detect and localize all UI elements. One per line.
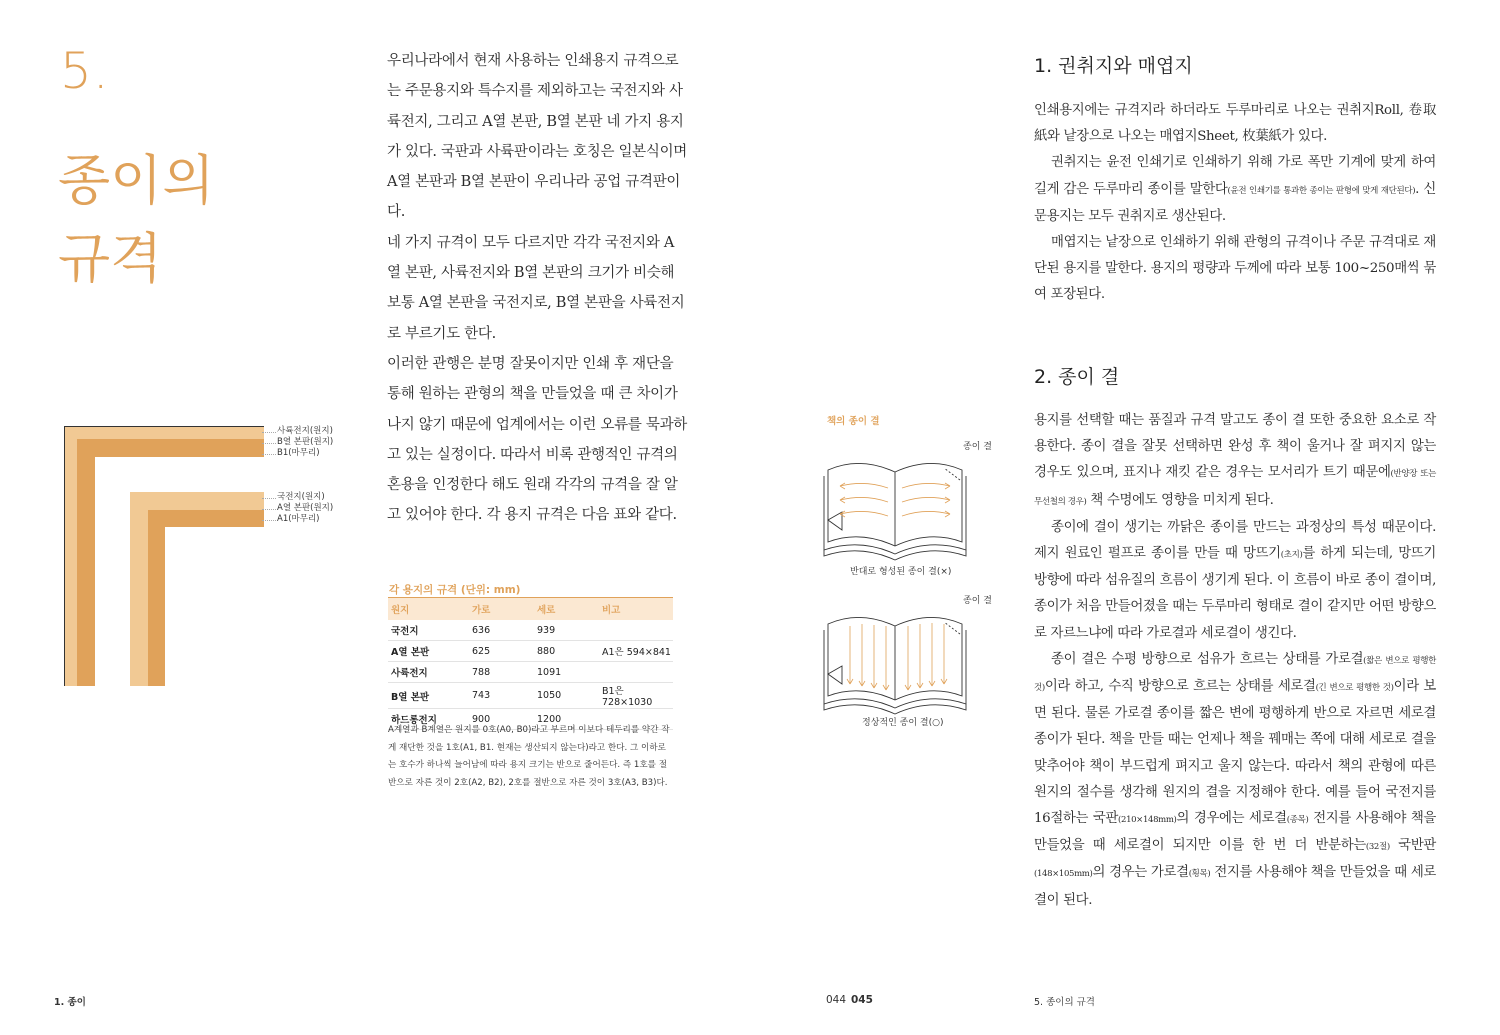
table-cell: 900 bbox=[469, 709, 534, 730]
leader-line bbox=[262, 509, 276, 510]
table-title: 각 용지의 규격 (단위: mm) bbox=[389, 584, 521, 596]
table-cell: 636 bbox=[469, 620, 534, 641]
caption-correct-grain: 정상적인 종이 결(○) bbox=[862, 718, 944, 728]
column-header: 비고 bbox=[599, 598, 673, 621]
page-number-left: 044 bbox=[826, 994, 847, 1006]
table-cell: 사륙전지 bbox=[388, 662, 469, 683]
section1-heading: 1. 권취지와 매엽지 bbox=[1034, 55, 1193, 77]
body-text-run: 전지를 사용해야 책을 만들었을 때 세로결이 되지만 이를 한 번 더 반분하는 bbox=[1034, 811, 1436, 854]
diagram-label: A1(마무리) bbox=[277, 514, 320, 524]
table-cell: 국전지 bbox=[388, 620, 469, 641]
table-cell: 1091 bbox=[534, 662, 599, 683]
illustration-title: 책의 종이 결 bbox=[827, 416, 880, 427]
leader-line bbox=[262, 498, 276, 499]
body-text-run: 의 경우는 가로결 bbox=[1092, 865, 1189, 881]
table-cell: A열 본판 bbox=[388, 641, 469, 662]
body-text-run: 책 수명에도 영향을 미치게 된다. bbox=[1086, 492, 1274, 508]
body-text-run: 이라 하고, 수직 방향으로 흐르는 상태를 세로결 bbox=[1044, 679, 1316, 695]
body-paragraph bbox=[1034, 647, 1436, 914]
inline-note: (148×105mm) bbox=[1034, 869, 1093, 880]
chapter-number: 5. bbox=[60, 42, 110, 100]
table-cell: 880 bbox=[534, 641, 599, 662]
table-row bbox=[388, 662, 673, 683]
table-cell: 1050 bbox=[534, 683, 599, 709]
diagram-label: 사륙전지(원지) bbox=[277, 426, 333, 436]
inline-note: (32절) bbox=[1365, 842, 1390, 853]
table-cell: 743 bbox=[469, 683, 534, 709]
body-text-run: 용지를 선택할 때는 품질과 규격 말고도 종이 결 또한 중요한 요소로 작용한다. 종이 결을 잘못 선택하면 완성 후 책이 울거나 잘 펴지지 않는 경우도 있으며, 표지나 재킷 같은 경우는 모서리가 트기 때문에 bbox=[1034, 413, 1436, 481]
diagram-label: 국전지(원지) bbox=[277, 492, 325, 502]
leader-line bbox=[262, 432, 276, 433]
leader-line bbox=[262, 520, 276, 521]
diagram-label: A열 본판(원지) bbox=[277, 503, 334, 513]
column-header: 원지 bbox=[388, 598, 469, 621]
book-wrong-grain-illustration bbox=[820, 450, 970, 562]
a1-trim-block bbox=[165, 527, 264, 686]
grain-label-top: 종이 결 bbox=[963, 442, 992, 452]
diagram-label: B1(마무리) bbox=[277, 448, 320, 458]
table-row bbox=[388, 683, 673, 709]
body-paragraph: 인쇄용지에는 규격지라 하더라도 두루마리로 나오는 권취지Roll, 卷取紙와 낱장으로 나오는 매엽지Sheet, 枚葉紙가 있다. bbox=[1034, 103, 1436, 145]
table-row bbox=[388, 620, 673, 641]
table-cell: A1은 594×841 bbox=[599, 641, 673, 662]
leader-line bbox=[262, 443, 276, 444]
table-header-row bbox=[388, 598, 673, 621]
inline-note: (210×148mm) bbox=[1118, 815, 1177, 826]
column-header: 가로 bbox=[469, 598, 534, 621]
leader-line bbox=[262, 454, 276, 455]
body-text-run: 국반판 bbox=[1389, 838, 1436, 854]
inline-note: (초지) bbox=[1280, 550, 1303, 561]
body-paragraph: 매엽지는 낱장으로 인쇄하기 위해 관형의 규격이나 주문 규격대로 재단된 용지를 말한다. 용지의 평량과 두께에 따라 보통 100~250매씩 묶여 포장된다. bbox=[1034, 235, 1436, 303]
intro-paragraph: 이러한 관행은 분명 잘못이지만 인쇄 후 재단을 통해 원하는 관형의 책을 만들었을 때 큰 차이가 나지 않기 때문에 업계에서는 이런 오류를 묵과하고 있는 실정이다. 따라서 비록 관행적인 규격의 혼용을 인정한다 해도 원래 각각의 규격을 잘 알고 있어야 한다. 각 용지 규격은 다음 표와 같다. bbox=[387, 355, 687, 524]
column-header: 세로 bbox=[534, 598, 599, 621]
table-cell: 1200 bbox=[534, 709, 599, 730]
body-text-run: 의 경우에는 세로결 bbox=[1176, 811, 1287, 827]
section2-body bbox=[1034, 408, 1436, 914]
body-text-run: . 신문용지는 모두 권취지로 생산된다. bbox=[1034, 181, 1436, 224]
table-cell bbox=[599, 662, 673, 683]
grain-label-bottom: 종이 결 bbox=[963, 596, 992, 606]
footer-section-right: 5. 종이의 규격 bbox=[1034, 997, 1095, 1008]
intro-text bbox=[387, 46, 687, 531]
table-cell: B열 본판 bbox=[388, 683, 469, 709]
inline-note: (윤전 인쇄기를 통과한 종이는 판형에 맞게 재단된다) bbox=[1227, 185, 1416, 196]
table-cell: 하드롱전지 bbox=[388, 709, 469, 730]
table-footnote: A계열과 B계열은 원지를 0호(A0, B0)라고 부르며 이보다 테두리를 약간 작게 재단한 것을 1호(A1, B1. 현재는 생산되지 않는다)라고 한다. 그 이하로는 호수가 하나씩 늘어남에 따라 용지 크기는 반으로 줄어든다. 즉 1호를 절반으로 자른 것이 2호(A2, B2), 2호를 절반으로 자른 것이 3호(A3, B3)다. bbox=[388, 725, 670, 788]
table-cell: B1은 728×1030 bbox=[599, 683, 673, 709]
book-correct-grain-illustration bbox=[820, 604, 970, 716]
section2-heading: 2. 종이 결 bbox=[1034, 366, 1120, 388]
diagram-label: B열 본판(원지) bbox=[277, 437, 334, 447]
page-number-right: 045 bbox=[851, 994, 873, 1006]
diagram-labels-mid bbox=[277, 492, 333, 525]
body-paragraph bbox=[1034, 408, 1436, 515]
body-text-run: 권취지는 윤전 인쇄기로 인쇄하기 위해 가로 폭만 기계에 맞게 하여 길게 감은 두루마리 종이를 말한다 bbox=[1034, 155, 1436, 197]
body-text-run: 종이 결은 수평 방향으로 섬유가 흐르는 상태를 가로결 bbox=[1051, 651, 1364, 667]
body-paragraph bbox=[1034, 150, 1436, 230]
body-paragraph bbox=[1034, 515, 1436, 647]
caption-wrong-grain: 반대로 형성된 종이 결(×) bbox=[850, 567, 952, 577]
footer-section-left: 1. 종이 bbox=[54, 997, 86, 1008]
inline-note: (반양장 또는 무선철의 경우) bbox=[1034, 469, 1436, 507]
table-cell: 788 bbox=[469, 662, 534, 683]
body-text-run: 를 하게 되는데, 망뜨기 방향에 따라 섬유질의 흐름이 생기게 된다. 이 흐름이 바로 종이 결이며, 종이가 처음 만들어졌을 때는 두루마리 형태로 결이 같지만 어떤 방향으로 자르느냐에 따라 가로결과 세로결이 생긴다. bbox=[1034, 546, 1436, 641]
table-cell: 939 bbox=[534, 620, 599, 641]
paper-spec-table bbox=[388, 597, 673, 730]
inline-note: (종목) bbox=[1286, 815, 1309, 826]
inline-note: (횡목) bbox=[1188, 869, 1211, 880]
table-row bbox=[388, 641, 673, 662]
table-cell bbox=[599, 620, 673, 641]
intro-paragraph: 우리나라에서 현재 사용하는 인쇄용지 규격으로는 주문용지와 특수지를 제외하고는 국전지와 사륙전지, 그리고 A열 본판, B열 본판 네 가지 용지가 있다. 국판과 사륙판이라는 호칭은 일본식이며 A열 본판과 B열 본판이 우리나라 공업 규격판이다. bbox=[387, 53, 687, 221]
chapter-title: 종이의 규격 bbox=[58, 149, 215, 290]
body-text-run: 전지를 사용해야 책을 만들었을 때 세로결이 된다. bbox=[1034, 865, 1436, 908]
body-text-run: 이라 보면 된다. 물론 가로결 종이를 짧은 변에 평행하게 반으로 자르면 세로결 종이가 된다. 책을 만들 때는 언제나 책을 꿰매는 쪽에 대해 세로로 결을 맞추어야 책이 부드럽게 펴지고 울지 않는다. 따라서 책의 관형에 따른 원지의 절수를 생각해 원지의 결을 지정해야 한다. 예를 들어 국전지를 16절하는 국판 bbox=[1034, 679, 1436, 827]
table-cell: 625 bbox=[469, 641, 534, 662]
diagram-labels-top bbox=[277, 426, 333, 459]
inline-note: (긴 변으로 평행한 것) bbox=[1315, 683, 1394, 694]
section1-body bbox=[1034, 98, 1436, 309]
intro-paragraph: 네 가지 규격이 모두 다르지만 각각 국전지와 A열 본판, 사륙전지와 B열 본판의 크기가 비슷해 보통 A열 본판을 국전지로, B열 본판을 사륙전지로 부르기도 한다. bbox=[387, 234, 685, 342]
paper-size-diagram bbox=[64, 426, 264, 686]
inline-note: (짧은 변으로 평행한 것) bbox=[1034, 655, 1436, 694]
body-text-run: 종이에 결이 생기는 까닭은 종이를 만드는 과정상의 특성 때문이다. 제지 원료인 펄프로 종이를 만들 때 망뜨기 bbox=[1034, 519, 1436, 562]
